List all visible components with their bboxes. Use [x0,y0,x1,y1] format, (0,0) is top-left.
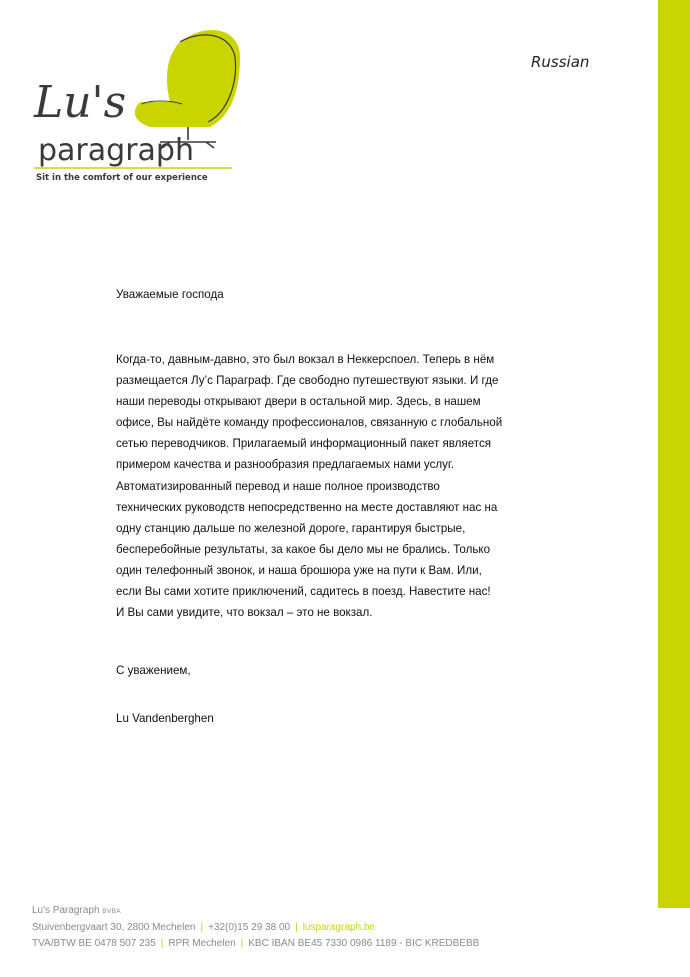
footer-line-3 [32,936,479,952]
footer-separator: | [160,938,164,949]
body-line: размещается Лу’с Параграф. Где свободно путешествуют языки. И где [116,374,499,388]
body-line: Когда-то, давным-давно, это был вокзал в Неккерспоел. Теперь в нём [116,353,495,366]
language-label: Russian [531,53,590,71]
footer [32,903,479,952]
letter-signature: Lu Vandenberghen [116,712,214,725]
logo-word: paragraph [38,133,194,168]
body-line: если Вы сами хотите приключений, садитесь в поезд. Навестите нас! [116,585,491,599]
logo-tagline: Sit in the comfort of our experience [36,173,208,183]
body-line: примером качества и разнообразия предлагаемых нами услуг. [116,458,454,472]
body-line: одну станцию дальше по железной дороге, гарантируя быстрые, [116,521,466,535]
company-logo [30,22,250,187]
footer-vat: TVA/BTW BE 0478 507 235 [32,938,156,949]
body-line: сетью переводчиков. Прилагаемый информационный пакет является [116,437,492,451]
letter-body [116,349,536,623]
body-line: наши переводы открывают двери в остальной мир. Здесь, в нашем [116,395,481,409]
footer-website-link[interactable]: lusparagraph.be [302,922,375,933]
body-line: И Вы сами увидите, что вокзал – это не вокзал. [116,606,373,620]
body-line: один телефонный звонок, и наша брошюра уже на пути к Вам. Или, [116,563,482,577]
footer-address: Stuivenbergvaart 30, 2800 Mechelen [32,922,196,933]
footer-separator: | [295,922,298,933]
letter-salutation: Уважаемые господа [116,288,224,301]
logo-script: Lu's [34,77,127,128]
footer-line-1 [32,903,479,920]
body-line: Автоматизированный перевод и наше полное производство [116,479,440,493]
footer-bank: KBC IBAN BE45 7330 0986 1189 - BIC KREDBEBB [248,938,480,949]
body-line: бесперебойные результаты, за какое бы дело мы не брались. Только [116,542,491,556]
body-line: офисе, Вы найдёте команду профессионалов, связанную с глобальной [116,416,503,430]
footer-line-2 [32,920,479,936]
footer-rpr: RPR Mechelen [168,938,236,949]
letter-closing: С уважением, [116,664,191,677]
footer-phone: +32(0)15 29 38 00 [208,922,291,933]
footer-separator: | [240,938,244,949]
body-line: технических руководств непосредственно на месте доставляют нас на [116,500,498,514]
footer-separator: | [200,922,204,933]
footer-company-suffix: BVBA [102,908,121,915]
chair-logo-icon [30,22,250,187]
footer-company: Lu's Paragraph [32,905,100,916]
side-accent-bar [658,0,690,908]
